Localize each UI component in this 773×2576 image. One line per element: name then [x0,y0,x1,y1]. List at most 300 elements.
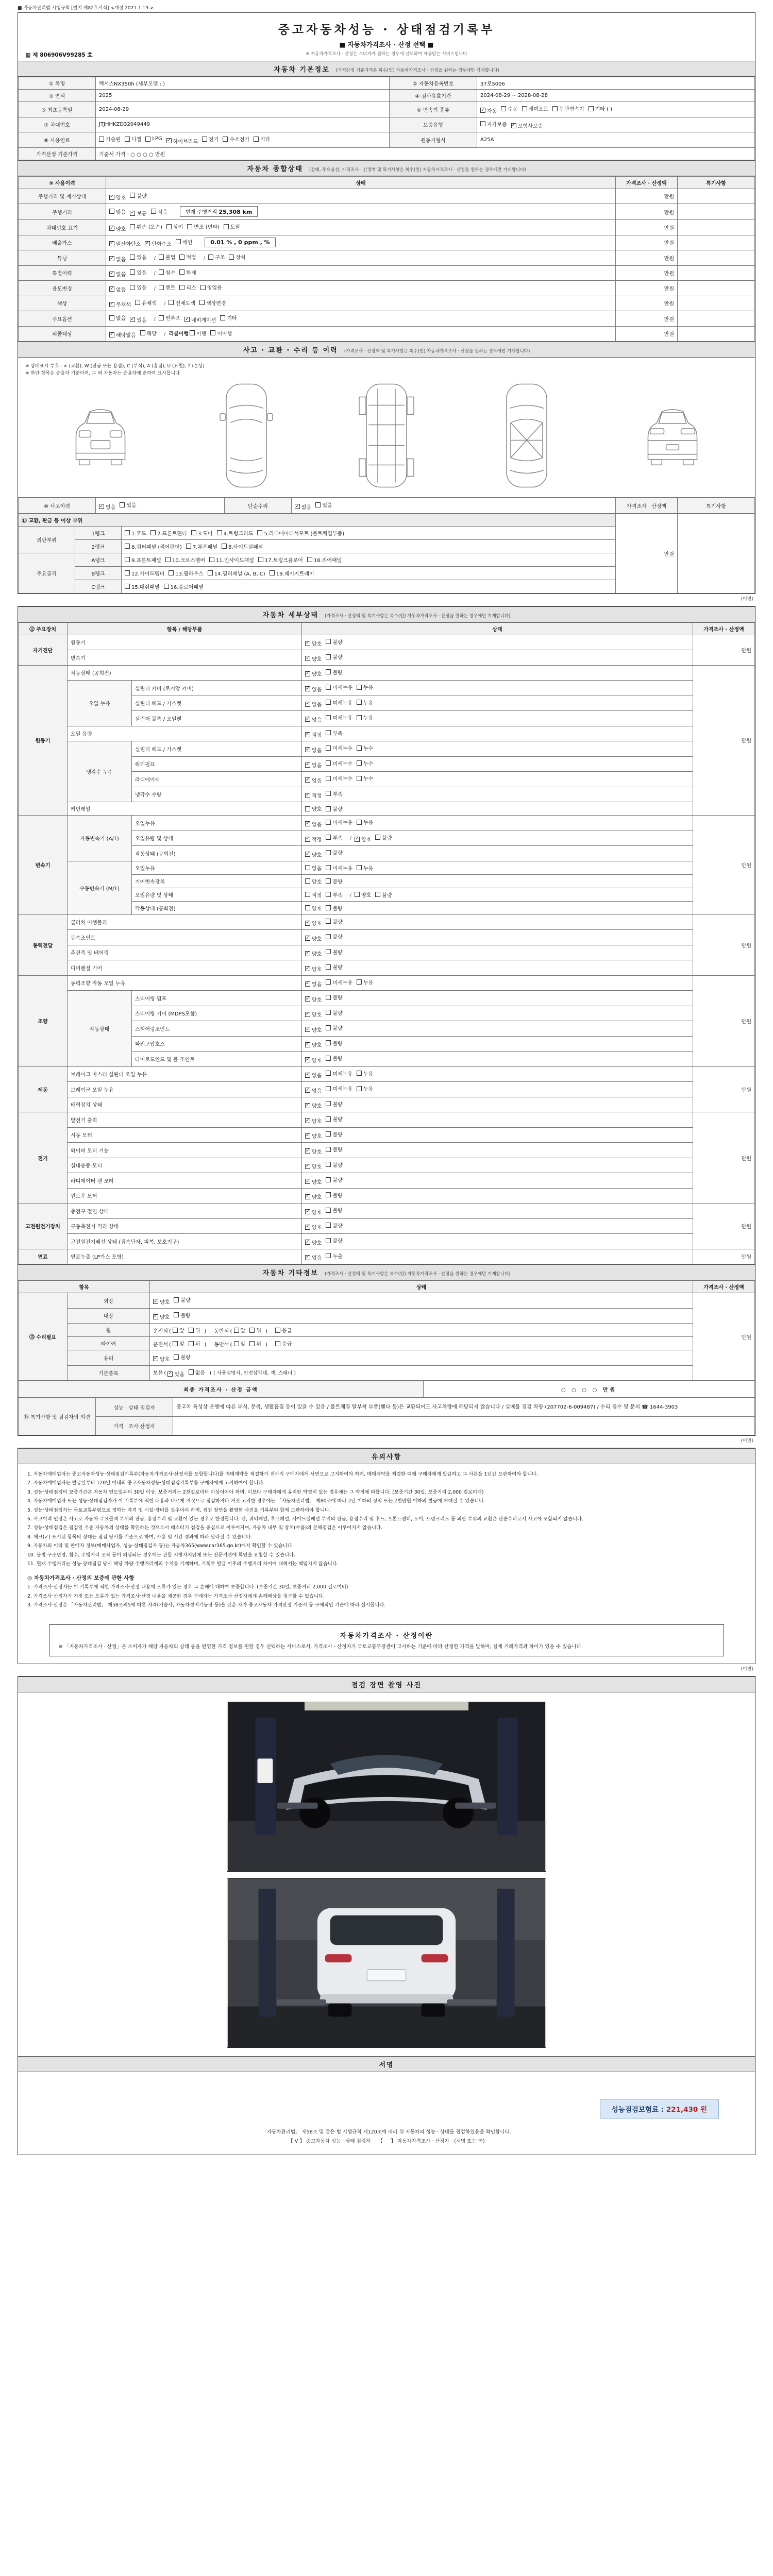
checkbox-label: 불량 [332,1041,343,1047]
checkbox-unchecked [249,1340,261,1347]
checkbox-unchecked [222,543,263,550]
checkbox-label: 불량 [332,919,343,925]
notice-item: 1. 가격조사·산정자는 이 기록부에 적힌 가격조사·산정 내용에 오류가 있는 경우 그 손해에 대하여 보증합니다. (보증기간 30일, 보증거리 2,000 킬로미터) [27,1584,348,1590]
checkbox-unchecked [326,668,342,676]
section-title: 점검 장면 촬영 사진 [351,1681,422,1689]
detail-row [19,665,755,681]
check-group [109,240,196,246]
checkbox-checked: ✓ 없음 [295,503,312,511]
checkbox-label: 14.필러패널 (A, B, C) [214,571,265,577]
section-overall-header [18,160,755,176]
checkbox-unchecked [522,105,549,112]
notice-item: 5. 성능·상태점검자는 국토교통부령으로 정하는 자격 및 시설·장비를 갖추어야 하며, 점검 장면을 촬영한 사진을 기록부와 함께 보관하여야 합니다. [27,1507,331,1513]
item-name: 배력장치 상태 [68,1097,302,1112]
item-name: 구동축전지 격리 상태 [68,1218,302,1234]
checkbox-unchecked [275,1326,292,1334]
detail-row [19,914,755,930]
checkbox-unchecked [130,268,146,276]
check-group [275,1342,296,1348]
field-value: 2024-08-29 ~ 2028-08-28 [477,90,755,102]
check-group [305,807,347,813]
opinion-row [19,1417,755,1435]
notice-item: 1. 자동차매매업자는 중고자동차성능·상태점검기록부(자동차가격조사·산정서를 포함합니다)를 매매계약을 체결하기 전까지 구매자에게 서면으로 고지하여야 하며, 매매계약을 체결한 때에 구매자에게 발급하고 그 사본을 1년간 보관하여야 합니다. [27,1471,539,1477]
etc-row [19,1293,755,1309]
detail-row [19,681,755,696]
state-cell [302,1097,693,1112]
state-cell [150,1337,693,1350]
checkbox-checked: ✓ 양호 [306,1224,322,1231]
note-col-header: 특기사항 [678,498,755,514]
checkbox-label: 양호 [312,1043,322,1048]
state-cell [302,1158,693,1173]
basic-info-table [18,77,755,160]
checkbox-label: 양호 [361,892,372,899]
price-cell: 만원 [616,311,678,327]
checkbox-unchecked [357,864,373,872]
field-value [477,102,755,117]
page-1 [18,12,755,594]
check-group [305,965,347,971]
check-group [305,670,347,676]
fee-label: 성능점검보험료 : [611,2105,664,2114]
checkbox-unchecked [552,105,584,112]
checkbox-label: 양호 [312,807,322,812]
state-cell [302,726,693,741]
checkbox-unchecked [326,918,342,925]
item-name: 고전원전기배선 상태 (접속단자, 피복, 보호기구) [68,1234,302,1249]
checkbox-unchecked [270,569,314,577]
checkbox-label: 양호 [312,967,322,973]
state-cell [302,665,693,681]
checkbox-checked: ✓ 없음 [110,271,126,278]
device-name: 조향 [19,975,68,1066]
document-subtitle: ■ 자동차가격조사 · 산정 선택 ■ [339,41,434,48]
check-group [153,1298,195,1304]
checkbox-unchecked [151,208,167,215]
checkbox-unchecked [254,135,270,143]
checkbox-label: 불량 [332,851,343,856]
check-group [305,906,347,912]
check-group [109,301,161,307]
appraiser-role: 가격 · 조사 산정자 [96,1417,173,1435]
price-cell: 만원 [693,665,755,816]
notice-item: 6. 사고이력 인정은 사고로 자동차 주요골격 부위의 판금, 용접수리 및 교환이 있는 경우로 한정합니다. 단, 쿼터패널, 루프패널, 사이드실패널 부위의 판금, 용접수리 및 후드, 프론트펜더, 도어, 트렁크리드 등 외판 부위의 교환은 단순수리로서 사고에 포함되지 않습니다. [27,1516,583,1522]
measured-value: 현재 주행거리 25,308 km [180,206,258,217]
field-label: ① 차명 [19,77,96,90]
checkbox-label: 불량 [332,1132,343,1138]
check-group [109,270,151,276]
checkbox-label: 3.도어 [197,531,213,537]
usage-history-row [19,265,755,281]
checkbox-unchecked [326,1039,342,1047]
check-group: 운전석 ( 앞 뒤 ) [153,1329,206,1334]
etc-row [19,1337,755,1350]
checkbox-label: 앞 [179,1342,184,1347]
checkbox-unchecked [173,1340,184,1347]
checkbox-unchecked [326,744,352,752]
final-price-value: ○ ○ ○ ○ 만원 [423,1381,754,1398]
checkbox-unchecked [357,683,373,691]
detail-row [19,1066,755,1082]
usage-history-row [19,326,755,342]
checkbox-unchecked [166,223,183,230]
checkbox-unchecked [208,253,225,261]
definition-title: 자동차가격조사 · 산정이란 [340,1632,433,1640]
check-group [190,331,236,337]
checkbox-unchecked [357,1084,373,1092]
checkbox-label: 미세누유 [332,866,352,872]
checkbox-unchecked [208,569,265,577]
check-group [305,716,377,722]
check-group [305,821,377,826]
checkbox-label: 양호 [312,1134,322,1140]
device-name: 전기 [19,1112,68,1204]
notice-body [18,1464,755,1618]
checkbox-checked: ✓ 없음 [306,1072,322,1079]
state-cell [150,1293,693,1309]
row-label: 주행거리 및 계기상태 [19,189,106,204]
checkbox-label: 적정 [312,837,322,843]
overall-condition-table [18,176,755,342]
checkbox-label: 유채색 [141,300,157,307]
checkbox-checked: ✓ 없음 [306,686,322,693]
checkbox-checked: ✓ 양호 [306,951,322,957]
state-cell [106,281,616,296]
checkbox-label: 보통 [137,211,147,217]
checkbox-checked: ✓ 없음 [99,503,116,511]
checkbox-unchecked [224,223,240,230]
field-label: 원동기형식 [390,132,477,148]
price-cell: 만원 [616,326,678,342]
fee-value: 221,430 원 [666,2105,707,2114]
item-name: 냉각수 수량 [132,787,302,802]
item-name: 스티어링 기어 (MDPS포함) [132,1006,302,1021]
item-name: 동력조향 작동 오일 누유 [68,975,302,991]
checkbox-unchecked [375,891,392,899]
checkbox-unchecked [305,864,322,872]
simple-repair-state [292,498,616,514]
checkbox-unchecked [326,1070,352,1077]
zone-label: 외판부위 [19,526,75,553]
check-group [480,107,616,113]
field-value: 렉서스NX350h (세부모델 : ) [96,77,390,90]
check-group [159,286,226,292]
state-cell [302,650,693,666]
checkbox-label: 불량 [332,670,343,676]
checkbox-label: 누유 [363,1087,374,1092]
item-name: 충전구 절연 상태 [68,1204,302,1219]
checkbox-label: 없음 [116,287,126,293]
check-group [305,920,347,925]
checkbox-unchecked [187,223,220,230]
checkbox-checked: ✓ 탄화수소 [145,241,172,247]
checkbox-label: 보험사보증 [517,124,543,129]
checkbox-unchecked [179,283,196,291]
checkbox-label: 양호 [312,1118,322,1125]
checkbox-checked: ✓ 양호 [306,935,322,942]
section-notice-header [18,1448,755,1464]
section-title: 서명 [379,2061,394,2069]
checkbox-unchecked [326,1236,342,1244]
checkbox-checked: ✓ 무채색 [110,301,131,308]
state-cell [302,831,693,846]
checkbox-checked: ✓ 없음 [306,777,322,784]
parts-list [122,566,616,580]
checkbox-unchecked [315,501,332,509]
checkbox-unchecked [326,1100,342,1108]
field-label: ③ 연식 [19,90,96,102]
checkbox-unchecked [326,790,342,798]
check-group [99,138,274,143]
state-cell [302,1127,693,1143]
checkbox-label: 17.트렁크플로어 [264,557,303,564]
checkbox-unchecked [357,978,373,986]
checkbox-checked: ✓ 양호 [154,1355,170,1363]
col-item: 항목 / 해당부품 [68,622,302,635]
checkbox-label: 탄화수소 [152,242,172,247]
item-name: 실내송풍 모터 [68,1158,302,1173]
checkbox-unchecked [189,1340,200,1347]
checkbox-unchecked [326,638,342,646]
checkbox-checked: ✓ 양호 [355,836,372,843]
checkbox-label: 미세누유 [332,1087,352,1092]
note-cell [678,250,755,266]
checkbox-unchecked [174,1353,190,1361]
item-name: 커먼레일 [68,802,302,816]
row-label: 리콜대상 [19,326,106,342]
check-group [305,1148,347,1154]
checkbox-label: 10.크로스멤버 [172,557,206,564]
item-name: 타이로드엔드 및 볼 조인트 [132,1052,302,1067]
section-accident-header [18,342,755,358]
checkbox-unchecked [326,904,342,912]
opinions-table [18,1398,755,1435]
checkbox-unchecked [326,1024,342,1031]
detail-row [19,726,755,741]
checkbox-unchecked [202,135,219,143]
checkbox-checked: ✓ 양호 [306,671,322,677]
checkbox-unchecked [326,834,342,841]
checkbox-unchecked [258,556,303,564]
checkbox-label: 없음 [195,1370,206,1376]
checkbox-label: 불법 [165,255,176,261]
checkbox-label: 불량 [332,1223,343,1229]
note-cell [678,220,755,235]
item-name: 실린더 커버 (로커암 커버) [132,681,302,696]
checkbox-label: 미세누수 [332,761,352,767]
notice-item: 7. 성능·상태점검은 점검일 기준 자동차의 상태를 확인하는 것으로서 테스터기 점검을 중심으로 이루어지며, 자동차 내부 및 장치(부품)의 분해점검은 이루어지지 않습니다. [27,1525,382,1531]
separator [209,1342,211,1348]
checkbox-unchecked [326,864,352,872]
state-cell [302,772,693,787]
price-cell: 만원 [693,1112,755,1204]
check-group [159,316,241,322]
checkbox-unchecked [125,569,164,577]
checkbox-label: 1.후드 [131,531,146,537]
price-cell: 만원 [616,220,678,235]
check-group [295,503,337,509]
checkbox-label: 미세누유 [332,716,352,721]
usage-history-row [19,204,755,220]
checkbox-label: 없음 [312,748,322,754]
checkbox-unchecked [191,529,213,537]
col-state: 상태 [302,622,693,635]
check-group [305,761,377,767]
note-cell [678,189,755,204]
check-group [159,270,200,276]
checkbox-label: 부족 [332,791,343,798]
state-cell [302,846,693,861]
checkbox-label: 양호 [312,641,322,647]
detail-row [19,991,755,1006]
check-group [109,316,151,322]
checkbox-label: 16.플로어패널 [170,584,204,590]
rank-label: C랭크 [75,580,122,593]
etc-row [19,1365,755,1381]
notice-item: 4. 자동차매매업자 또는 성능·상태점검자가 이 기록부에 적힌 내용과 다르게 거짓으로 점검하거나 거짓 고지한 경우에는 「자동차관리법」 제80조에 따라 2년 이하의 징역 또는 2천만원 이하의 벌금에 처해질 수 있습니다. [27,1498,485,1504]
state-cell [302,711,693,726]
basic-info-row [19,147,755,160]
rank-label: B랭크 [75,566,122,580]
item-name: 유리 [68,1350,150,1366]
overall-header-row [19,176,755,189]
item-name: 와이퍼 모터 기능 [68,1143,302,1158]
note-cell [678,235,755,250]
checkbox-label: 누유 [363,1071,374,1077]
checkbox-unchecked [209,556,254,564]
state-cell [302,1066,693,1082]
detail-row [19,1249,755,1264]
car-diagram-underbody-icon [358,380,415,491]
item-name: 작동상태 (공회전) [132,846,302,861]
check-group [305,777,377,783]
form-reference: ■ 자동차관리법 시행규칙 [별지 제82호서식] <개정 2021.1.19.> [18,6,154,11]
accident-parts-table [18,514,755,594]
doc-grid-icon: ▦ [25,52,31,58]
basic-info-row [19,77,755,90]
detail-condition-table [18,622,755,1265]
separator: / [163,331,166,337]
check-group [109,286,151,292]
check-group [305,1224,347,1229]
checkbox-label: 미세누유 [332,700,352,706]
checkbox-label: 8.사이드실패널 [228,544,263,550]
checkbox-label: 해당없음 [116,333,136,338]
row-label: 주행거리 [19,204,106,220]
checkbox-unchecked [130,253,146,261]
notice-item: 3. 성능·상태점검의 보증기간은 자동차 인도일부터 30일 이상, 보증거리는 2천킬로미터 이상이어야 하며, 이보다 구매자에게 유리한 약정이 있는 경우에는 그 약정에 따릅니다. (보증기간 30일, 보증거리 2,000 킬로미터) [27,1489,484,1495]
checkbox-checked: ✓ 양호 [306,640,322,647]
checkbox-checked: ✓ 양호 [306,655,322,663]
checkbox-label: 불량 [332,1162,343,1168]
checkbox-label: 도말 [230,225,241,230]
device-name: 원동기 [19,665,68,816]
field-value: 기준서 가격 : ○ ○ ○ ○ 만원 [96,147,755,160]
checkbox-label: 미세누유 [332,1071,352,1077]
checkbox-unchecked [159,268,175,276]
checkbox-checked: ✓ 양호 [306,1042,322,1048]
checkbox-unchecked [326,1222,342,1229]
checkbox-label: 디젤 [131,137,142,143]
rank-label: 2랭크 [75,539,122,553]
checkbox-label: 6.쿼터패널 (리어펜더) [131,544,182,550]
basic-info-row [19,90,755,102]
checkbox-unchecked [357,744,373,752]
checkbox-checked: ✓ 없음 [306,1255,322,1261]
checkbox-unchecked [357,818,373,826]
sub-label: 리콜이행 [169,331,189,337]
checkbox-label: 미세누유 [332,980,352,986]
checkbox-label: 부족 [332,892,343,899]
checkbox-unchecked [326,1252,342,1260]
checkbox-checked: ✓ 양호 [306,1057,322,1064]
checkbox-checked: ✓ 자동 [481,107,497,114]
separator [271,1342,272,1348]
item-name: 원동기 [68,635,302,650]
checkbox-label: 불량 [332,879,343,885]
checkbox-label: 리스 [186,285,196,291]
item-name: 외장 [68,1293,150,1309]
checkbox-label: 양호 [312,952,322,957]
legend-line-1: ※ 상태표시 부호 : × (교환), W (판금 또는 용접), C (부식), A (흠집), U (요철), T (손상) [25,364,205,369]
state-cell [302,861,693,874]
checkbox-checked: ✓ 양호 [306,1011,322,1018]
checkbox-label: 있음 [126,503,137,509]
inspection-photos [18,1692,755,2056]
notice-item: 10. 불법 구조변경, 침수, 주행거리 조작 등이 의심되는 경우에는 관할 지방자치단체 또는 전문기관에 확인을 요청할 수 있습니다. [27,1552,295,1558]
checkbox-unchecked [326,891,342,899]
checkbox-unchecked [305,805,322,812]
checkbox-label: 이행 [196,331,207,337]
check-group [208,256,250,261]
separator: / [154,255,156,261]
check-group [305,893,347,899]
state-cell [302,1006,693,1021]
item-name: 연료누출 (LP가스 포함) [68,1249,302,1264]
check-group [305,731,347,737]
checkbox-unchecked [326,1206,342,1214]
check-group [305,655,347,661]
checkbox-label: 미세누유 [332,820,352,826]
checkbox-label: 양호 [312,1012,322,1018]
checkbox-label: 9.프론트패널 [131,557,161,564]
statement-line-2: 【 V 】 중고자동차 성능 · 상태 점검자 【 】 자동차가격조사 · 산정자 (서명 또는 인) [288,2138,485,2144]
check-group [355,836,396,841]
checkbox-label: 양호 [160,1315,170,1320]
separator: / [154,316,156,322]
checkbox-unchecked [326,818,352,826]
field-value: A25A [477,132,755,148]
page-title: 중고자동차성능 · 상태점검기록부 [278,23,495,37]
checkbox-label: 불량 [332,1026,343,1031]
item-name: 작동상태 (공회전) [132,901,302,914]
checkbox-label: 불량 [180,1355,191,1361]
separator: / [203,255,206,261]
checkbox-unchecked [326,993,342,1001]
group-label: ⑬ 수리필요 [19,1293,68,1381]
checkbox-label: 없음 [312,822,322,828]
checkbox-label: 수동 [508,107,518,112]
checkbox-label: 18.리어패널 [313,557,342,564]
inspection-photo-rear [227,1878,546,2048]
state-cell [302,960,693,976]
checkbox-label: 불량 [180,1298,191,1303]
check-group [305,950,347,956]
col-price: 가격조사 · 산정액 [693,1281,755,1293]
checkbox-label: 13.휠하우스 [175,571,204,577]
checkbox-label: 없음 [312,778,322,784]
state-cell [150,1350,693,1366]
